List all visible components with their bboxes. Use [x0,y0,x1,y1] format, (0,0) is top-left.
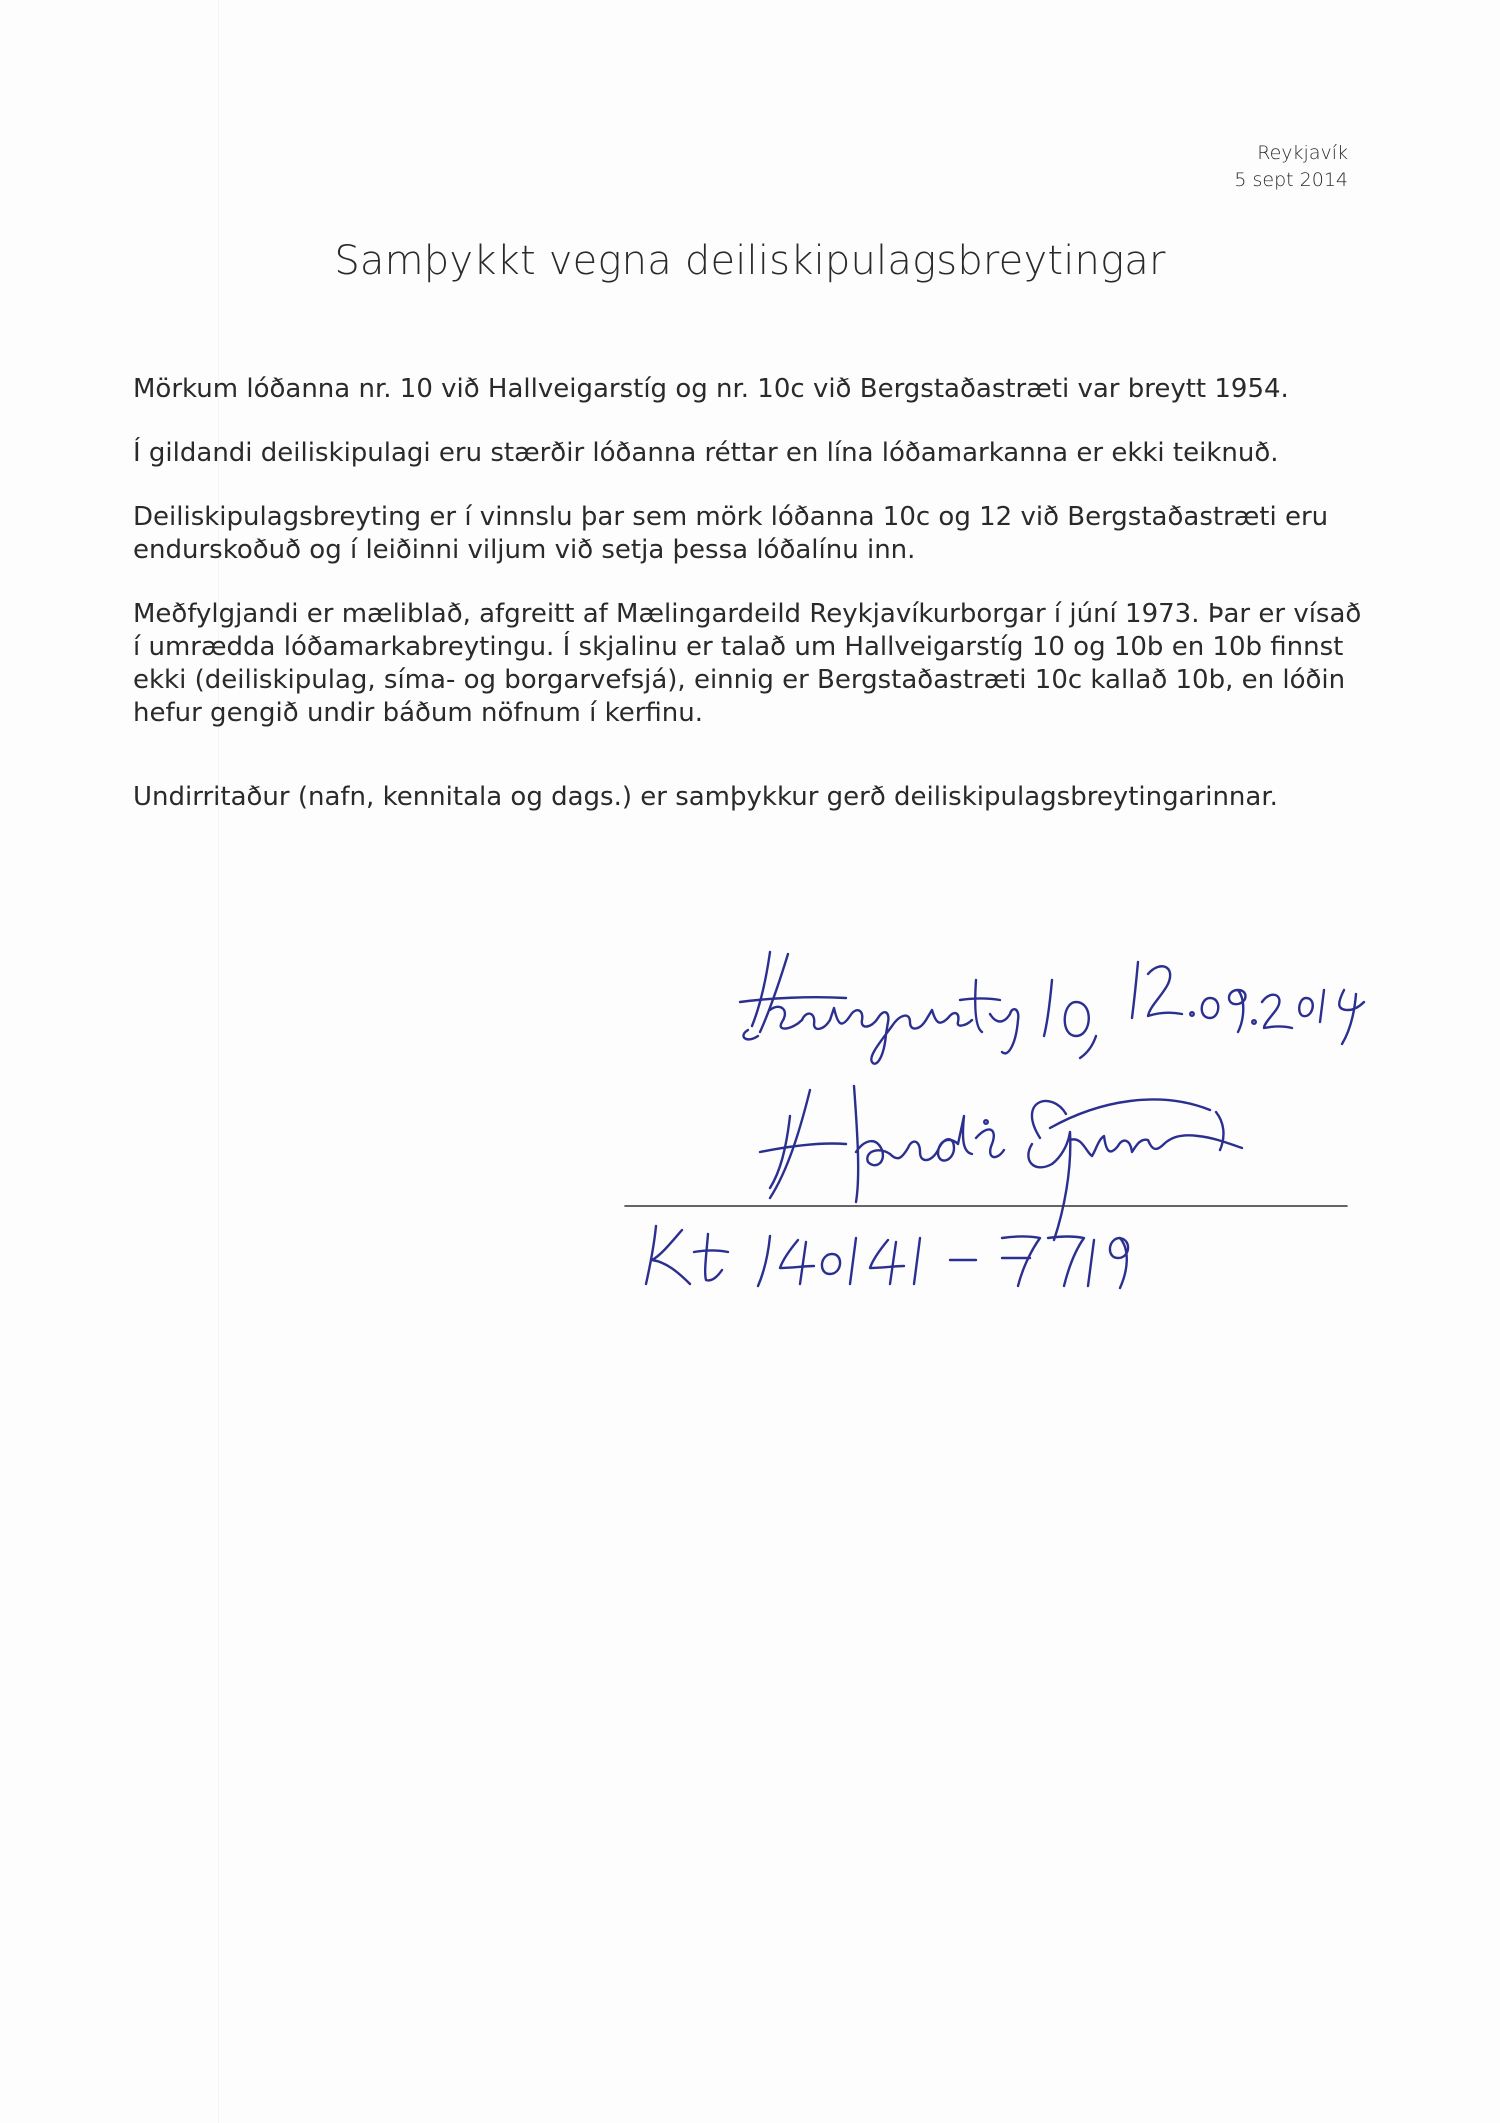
signature-block [620,940,1380,1310]
paragraph-1: Mörkum lóðanna nr. 10 við Hallveigarstíg og nr. 10c við Bergstaðastræti var breytt 1954. [133,374,1289,404]
place-text: Reykjavík [1257,142,1348,164]
handwritten-signature-image [620,940,1380,1310]
paragraph-3: Deiliskipulagsbreyting er í vinnslu þar sem mörk lóðanna 10c og 12 við Bergstaðastræti eru endurskoðuð og í leiðinni viljum við setja þessa lóðalínu inn. [133,502,1329,565]
paragraph-4: Meðfylgjandi er mæliblað, afgreitt af Mælingardeild Reykjavíkurborgar í júní 1973. Þar er vísað í umrædda lóðamarkabreytingu. Í skjalinu er talað um Hallveigarstíg 10 og 10b en 10b finnst ekki (deiliskipulag, síma- og borgarvefsjá), einnig er Bergstaðastræti 10c kallað 10b, en lóðin hefur gengið undir báðum nöfnum í kerfinu. [133,599,1362,728]
dateline [1234,140,1348,194]
document-body [133,373,1363,845]
document-title: Samþykkt vegna deiliskipulagsbreytingar [334,238,1166,284]
agreement-statement: Undirritaður (nafn, kennitala og dags.) er samþykkur gerð deiliskipulagsbreytingarinnar. [133,782,1278,812]
scan-fold-line [218,0,219,2123]
date-text: 5 sept 2014 [1234,169,1348,191]
paragraph-2: Í gildandi deiliskipulagi eru stærðir lóðanna réttar en lína lóðamarkanna er ekki teiknuð. [133,438,1279,468]
